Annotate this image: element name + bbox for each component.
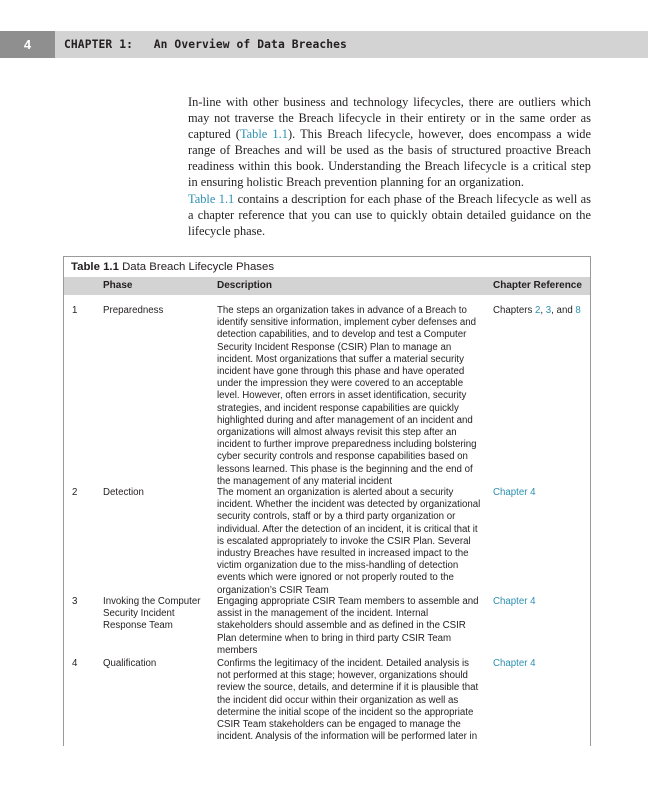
ref-separator: , and [551, 305, 576, 316]
column-header-description: Description [217, 280, 273, 291]
chapter-reference [493, 305, 589, 317]
row-number: 4 [72, 658, 78, 669]
column-header-chapter-reference: Chapter Reference [493, 280, 582, 291]
p1-text-end: ). This Breach lifecycle, however, does encompass a wide range of Breaches and will be used as the basis of structured proactive Breach readiness within this book. Understanding the Breach lifecycle is a critical step in ensuring holistic Breach prevention planning for an organization. [188, 127, 591, 190]
chapter-3-link[interactable]: 3 [545, 305, 552, 316]
row-number: 2 [72, 487, 78, 498]
phase-description: Confirms the legitimacy of the incident. Detailed analysis is not performed at this stage; however, organizations should review the source, details, and determine if it is plausible that the incident did occur within their organization as well as determine the initial scope of the incident so the appropriate CSIR Team stakeholders can be engaged to manage the incident. Analysis of the information will be performed later in [217, 658, 479, 743]
phase-description: Engaging appropriate CSIR Team members to assemble and assist in the management of the incident. Internal stakeholders should assemble and as defined in the CSIR Plan determine when to bring in third party CSIR Team members [217, 596, 479, 656]
phase-name: Detection [103, 487, 144, 498]
chapter-8-link[interactable]: 8 [575, 305, 581, 316]
page-number: 4 [0, 31, 55, 58]
body-paragraph-1 [188, 94, 591, 191]
phase-name: Preparedness [103, 305, 164, 316]
running-header [0, 31, 648, 58]
chapter-4-link[interactable]: Chapter 4 [493, 596, 536, 607]
table-1-1-link[interactable]: Table 1.1 [188, 192, 235, 206]
phase-description: The steps an organization takes in advance of a Breach to identify sensitive information, implement cyber defenses and detection capabilities, and to develop and test a Computer Security Incident Response (CSIR) Plan to manage an incident. Most organizations that suffer a material security incident have gone through this phase and have operated under the impression they were covered to an acceptable level. However, often errors in asset identification, security strategies, and incident response capabilities are quickly highlighted during and after management of an incident and organizations will almost always revisit this step after an incident to further improve preparedness including bolstering cyber security controls and response capabilities based on lessons learned. This phase is the beginning and the end of the management of any material incident [217, 305, 477, 487]
chapter-2-link[interactable]: 2 [535, 305, 541, 316]
lifecycle-table [63, 256, 591, 746]
ref-separator: , [540, 305, 546, 316]
table-header-row [64, 277, 591, 295]
chapter-4-link[interactable]: Chapter 4 [493, 487, 536, 498]
table-caption-label: Table 1.1 [71, 261, 119, 273]
chapter-4-link[interactable]: Chapter 4 [493, 658, 536, 669]
chapters-prefix: Chapters [493, 305, 535, 316]
phase-name: Qualification [103, 658, 157, 669]
p2-text: contains a description for each phase of the Breach lifecycle as well as a chapter reference that you can use to quickly obtain detailed guidance on the lifecycle phase. [188, 192, 591, 239]
row-number: 3 [72, 596, 78, 607]
p1-text-start: In-line with other business and technology lifecycles, there are outliers which may not traverse the Breach lifecycle in their entirety or in the same order as captured ( [188, 95, 591, 142]
table-caption-title: Data Breach Lifecycle Phases [122, 261, 275, 273]
phase-description: The moment an organization is alerted about a security incident. Whether the incident was detected by organizational security controls, staff or by a third party organization or individual. After the detection of an incident, it is critical that it is escalated appropriately to invoke the CSIR Plan. Several industry Breaches have resulted in increased impact to the victim organization due to the miss-handling of detection events which were ignored or not properly routed to the organization’s CSIR Team [217, 487, 481, 596]
column-header-phase: Phase [103, 280, 133, 291]
phase-name: Invoking the Computer Security Incident Response Team [103, 596, 201, 632]
table-caption [71, 261, 274, 273]
chapter-title: CHAPTER 1: An Overview of Data Breaches [64, 38, 347, 51]
table-1-1-link[interactable]: Table 1.1 [239, 127, 288, 142]
body-paragraph-2 [188, 191, 591, 239]
row-number: 1 [72, 305, 78, 316]
